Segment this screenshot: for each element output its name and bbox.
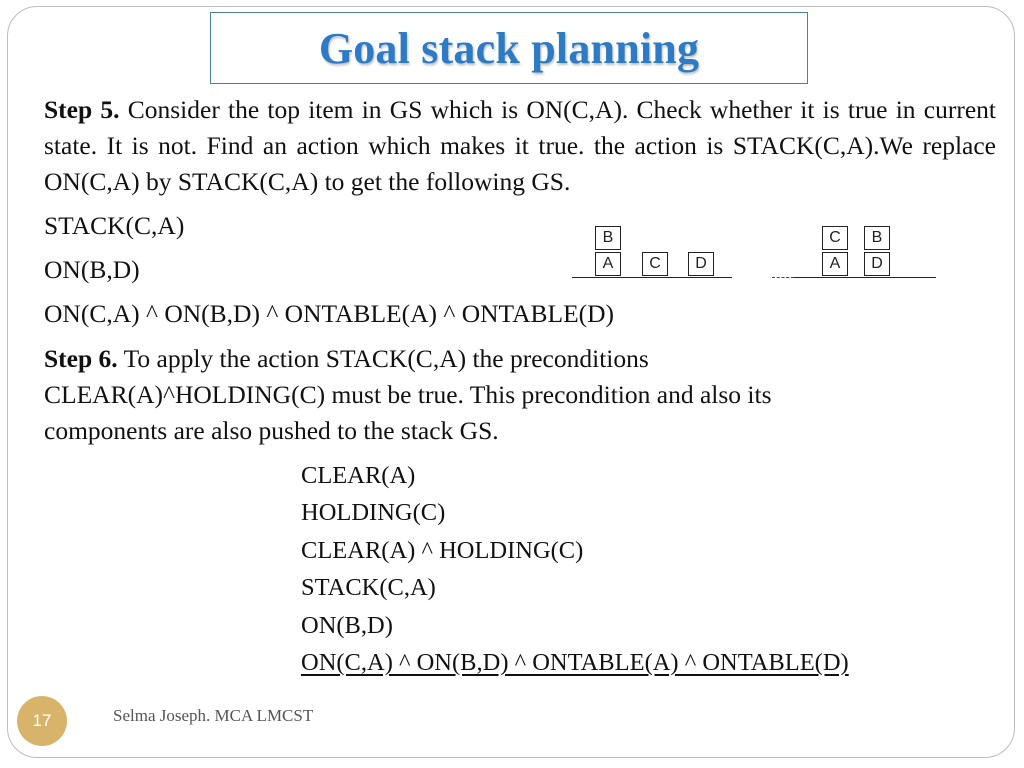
- gs2-item: STACK(C,A): [301, 574, 436, 601]
- gs1-item: STACK(C,A): [44, 211, 185, 240]
- gs2-item: CLEAR(A): [301, 462, 416, 489]
- gs2-item: ON(B,D): [301, 612, 393, 639]
- block-c: C: [822, 226, 848, 250]
- step5-text: Consider the top item in GS which is ON(C,A). Check whether it is true in current state. It is not. Find an action which makes it true. the action is STACK(C,A).We replace ON(C,A) by STACK(C,A) to get the following GS.: [44, 95, 996, 196]
- table-surface-right-dash: [772, 277, 794, 278]
- gs2-item: ON(C,A) ^ ON(B,D) ^ ONTABLE(A) ^ ONTABLE(D): [301, 649, 849, 676]
- gs1-item: ON(B,D): [44, 255, 140, 284]
- step5-label: Step 5.: [44, 95, 120, 124]
- table-surface-right: [794, 277, 936, 278]
- blocks-diagram: [560, 220, 960, 290]
- block-d: D: [688, 252, 714, 276]
- block-b: B: [595, 226, 621, 250]
- gs2-item: HOLDING(C): [301, 499, 446, 526]
- block-d: D: [864, 252, 890, 276]
- step6-label: Step 6.: [44, 344, 118, 373]
- gs2-item: CLEAR(A) ^ HOLDING(C): [301, 537, 584, 564]
- step6-line: [44, 343, 649, 375]
- step6-line: components are also pushed to the stack GS.: [44, 416, 499, 445]
- title-box: [210, 12, 808, 84]
- step6-text: To apply the action STACK(C,A) the preconditions: [117, 344, 649, 373]
- table-surface-left: [572, 277, 732, 278]
- block-c: C: [642, 252, 668, 276]
- slide-title: Goal stack planning: [318, 23, 700, 73]
- gs1-item: ON(C,A) ^ ON(B,D) ^ ONTABLE(A) ^ ONTABLE(D): [44, 299, 615, 328]
- page-number-badge: 17: [17, 696, 67, 746]
- block-b: B: [864, 226, 890, 250]
- step5-paragraph: [44, 92, 996, 200]
- footer-author: Selma Joseph. MCA LMCST: [113, 706, 314, 725]
- step6-line: CLEAR(A)^HOLDING(C) must be true. This precondition and also its: [44, 380, 772, 409]
- block-a: A: [595, 252, 621, 276]
- block-a: A: [822, 252, 848, 276]
